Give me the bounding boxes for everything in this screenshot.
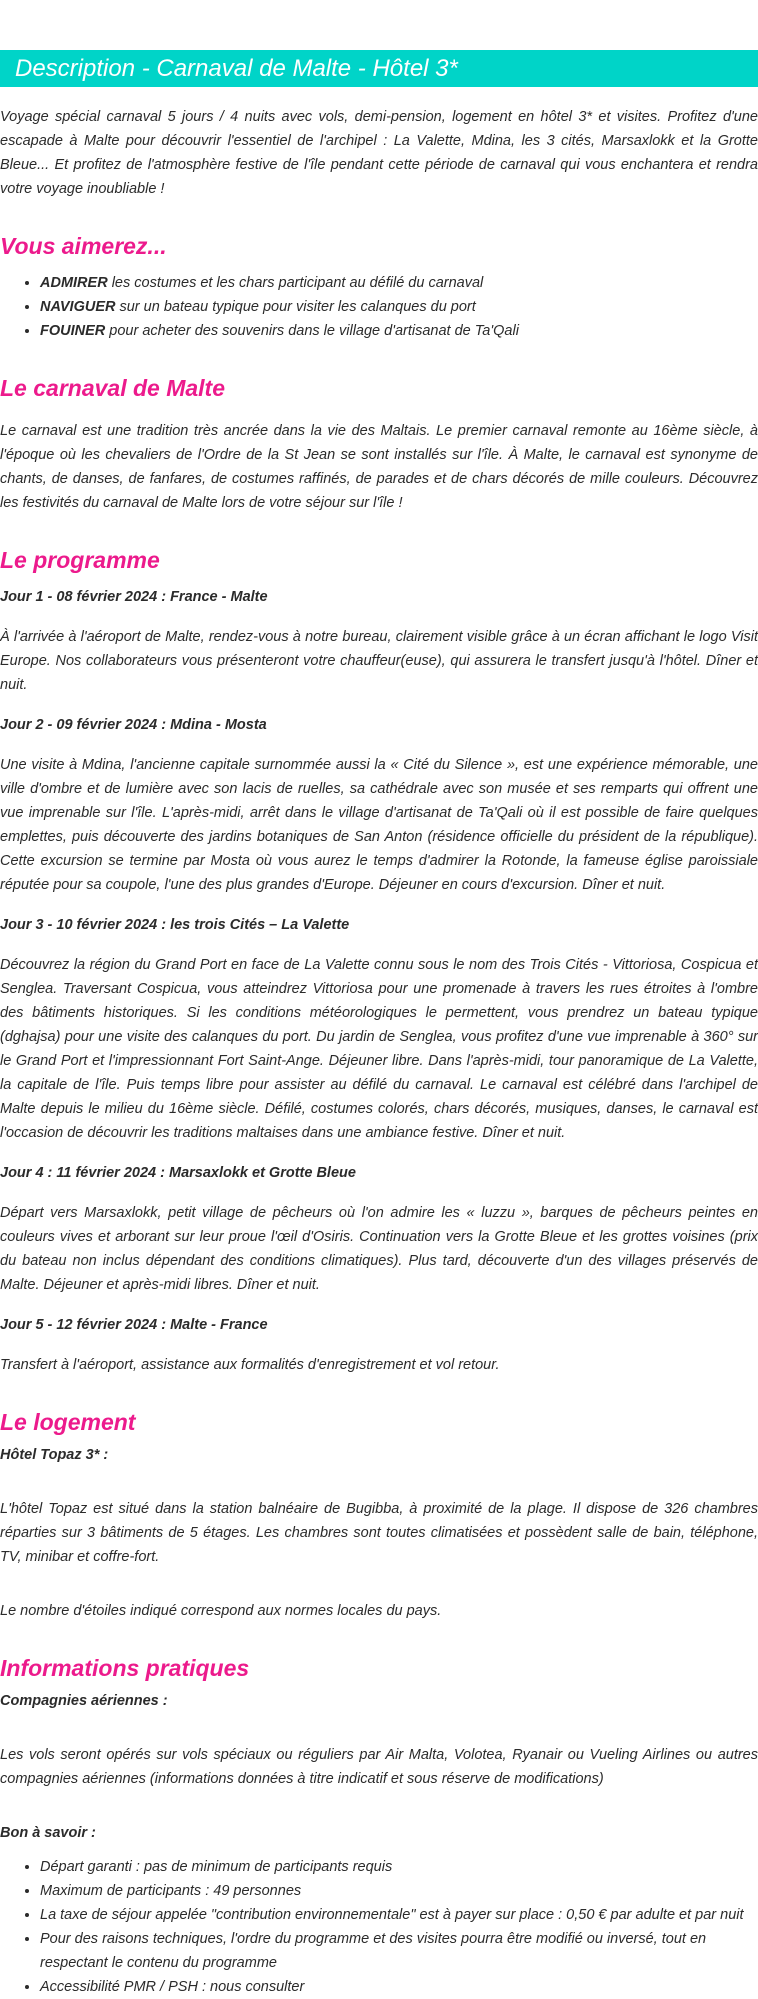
day-text: Départ vers Marsaxlokk, petit village de pêcheurs où l'on admire les « luzzu », barques de pêcheurs peintes en couleurs vives et arborant sur leur proue l'œil d'Osiris. Continuation vers la Grotte Bleue et les grottes voisines (prix du bateau non inclus dépendant des conditions climatiques). Plus tard, découverte d'un des villages préservés de Malte. Déjeuner et après-midi libres. Dîner et nuit.: [0, 1205, 758, 1293]
day-text: Découvrez la région du Grand Port en face de La Valette connu sous le nom des Trois Cités - Vittoriosa, Cospicua et Senglea. Traversant Cospicua, vous atteindrez Vittoriosa pour une promenade à travers les rues étroites à l'ombre des bâtiments historiques. Si les conditions météorologiques le permettent, vous prendrez un bateau typique (dghajsa) pour une visite des calanques du port. Du jardin de Senglea, vous profitez d'une vue imprenable à 360° sur le Grand Port et l'impressionnant Fort Saint-Ange. Déjeuner libre. Dans l'après-midi, tour panoramique de La Valette, la capitale de l'île. Puis temps libre pour assister au défilé du carnaval. Le carnaval est célébré dans l'archipel de Malte depuis le milieu du 16ème siècle. Défilé, costumes colorés, chars décorés, musiques, danses, le carnaval est l'occasion de découvrir les traditions maltaises dans une ambiance festive. Dîner et nuit.: [0, 957, 758, 1141]
day-text: Transfert à l'aéroport, assistance aux formalités d'enregistrement et vol retour.: [0, 1357, 500, 1373]
bon-a-savoir-label: Bon à savoir :: [0, 1825, 96, 1841]
day-text: À l'arrivée à l'aéroport de Malte, rendez-vous à notre bureau, clairement visible grâce à un écran affichant le logo Visit Europe. Nos collaborateurs vous présenteront votre chauffeur(euse), qui assurera le transfert jusqu'à l'hôtel. Dîner et nuit.: [0, 629, 758, 693]
carnaval-text: Le carnaval est une tradition très ancrée dans la vie des Maltais. Le premier carnaval remonte au 16ème siècle, à l'époque où les chevaliers de l'Ordre de la St Jean se sont installés sur l'île. À Malte, le carnaval est synonyme de chants, de danses, de fanfares, de costumes raffinés, de parades et de chars décorés de mille couleurs. Découvrez les festivités du carnaval de Malte lors de votre séjour sur l'île !: [0, 423, 758, 511]
list-item: • ADMIRER les costumes et les chars participant au défilé du carnaval: [40, 271, 758, 295]
list-item: • Maximum de participants : 49 personnes: [40, 1879, 758, 1903]
page-title: Description - Carnaval de Malte - Hôtel 3*: [0, 50, 758, 87]
page-content: [0, 50, 758, 1999]
vous-aimerez-list: [0, 271, 758, 343]
day-title: Jour 4 : 11 février 2024 : Marsaxlokk et Grotte Bleue: [0, 1165, 356, 1181]
vous-aimerez-heading: Vous aimerez...: [0, 233, 167, 259]
list-item: • Accessibilité PMR / PSH : nous consulter: [40, 1975, 758, 1999]
day-title: Jour 5 - 12 février 2024 : Malte - France: [0, 1317, 268, 1333]
programme-heading: Le programme: [0, 547, 160, 573]
list-item: • La taxe de séjour appelée "contribution environnementale" est à payer sur place : 0,50 € par adulte et par nuit: [40, 1903, 758, 1927]
carnaval-heading: Le carnaval de Malte: [0, 375, 225, 401]
hotel-description: L'hôtel Topaz est situé dans la station balnéaire de Bugibba, à proximité de la plage. Il dispose de 326 chambres réparties sur 3 bâtiments de 5 étages. Les chambres sont toutes climatisées et possèdent salle de bain, téléphone, TV, minibar et coffre-fort.: [0, 1501, 758, 1565]
hotel-note: Le nombre d'étoiles indiqué correspond aux normes locales du pays.: [0, 1603, 442, 1619]
logement-heading: Le logement: [0, 1409, 136, 1435]
day-title: Jour 3 - 10 février 2024 : les trois Cités – La Valette: [0, 917, 350, 933]
hotel-name: Hôtel Topaz 3* :: [0, 1447, 109, 1463]
compagnies-text: Les vols seront opérés sur vols spéciaux ou réguliers par Air Malta, Volotea, Ryanair ou Vueling Airlines ou autres compagnies aériennes (informations données à titre indicatif et sous réserve de modifications): [0, 1747, 758, 1787]
day-title: Jour 2 - 09 février 2024 : Mdina - Mosta: [0, 717, 267, 733]
list-item: • NAVIGUER sur un bateau typique pour visiter les calanques du port: [40, 295, 758, 319]
day-text: Une visite à Mdina, l'ancienne capitale surnommée aussi la « Cité du Silence », est une expérience mémorable, une ville d'ombre et de lumière avec son lacis de ruelles, sa cathédrale avec son musée et ses remparts qui offrent une vue imprenable sur l'île. L'après-midi, arrêt dans le village d'artisanat de Ta'Qali où il est possible de faire quelques emplettes, puis découverte des jardins botaniques de San Anton (résidence officielle du président de la république). Cette excursion se termine par Mosta où vous aurez le temps d'admirer la Rotonde, la fameuse église paroissiale réputée pour sa coupole, l'une des plus grandes d'Europe. Déjeuner en cours d'excursion. Dîner et nuit.: [0, 757, 758, 893]
bon-a-savoir-list: [0, 1855, 758, 1999]
infos-heading: Informations pratiques: [0, 1655, 250, 1681]
list-item: • Pour des raisons techniques, l'ordre du programme et des visites pourra être modifié ou inversé, tout en respectant le contenu du programme: [40, 1927, 758, 1975]
intro-text: Voyage spécial carnaval 5 jours / 4 nuits avec vols, demi-pension, logement en hôtel 3* et visites. Profitez d'une escapade à Malte pour découvrir l'essentiel de l'archipel : La Valette, Mdina, les 3 cités, Marsaxlokk et la Grotte Bleue... Et profitez de l'atmosphère festive de l'île pendant cette période de carnaval qui vous enchantera et rendra votre voyage inoubliable !: [0, 109, 758, 197]
list-item: • FOUINER pour acheter des souvenirs dans le village d'artisanat de Ta'Qali: [40, 319, 758, 343]
compagnies-label: Compagnies aériennes :: [0, 1693, 168, 1709]
day-title: Jour 1 - 08 février 2024 : France - Malte: [0, 589, 268, 605]
list-item: • Départ garanti : pas de minimum de participants requis: [40, 1855, 758, 1879]
